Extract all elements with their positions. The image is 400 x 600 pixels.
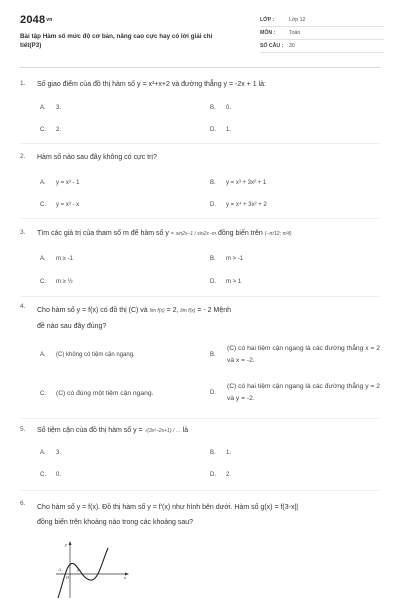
option-text: m > -1 xyxy=(226,256,244,262)
option-b[interactable] xyxy=(210,180,266,186)
option-b[interactable]: (C) có hai tiệm cận ngang là các đường thẳng x = 2 và x = -2. xyxy=(227,345,380,364)
option-b[interactable] xyxy=(210,256,243,262)
option-key: C. xyxy=(40,202,46,208)
question-divider xyxy=(20,490,380,491)
option-key: A. xyxy=(40,450,46,456)
option-d[interactable] xyxy=(210,472,231,478)
option-text: y = x³ - x xyxy=(56,202,80,208)
graph-label-origin: O xyxy=(66,575,69,580)
meta-key: LỚP : xyxy=(260,17,275,23)
option-b[interactable] xyxy=(210,450,231,456)
question-number: 4. xyxy=(20,303,26,310)
graph-label-1: 1 xyxy=(77,568,79,572)
option-key: B. xyxy=(210,105,216,111)
question-2 xyxy=(20,153,380,215)
graph-label-neg1: -1 xyxy=(58,568,62,572)
document-header xyxy=(20,14,384,60)
option-c[interactable] xyxy=(40,202,79,208)
question-text xyxy=(37,303,372,334)
graph-label-y: y xyxy=(65,542,67,547)
question-text-end: = - 2 Mệnh xyxy=(197,307,232,314)
option-b-key[interactable] xyxy=(210,352,226,358)
graph-label-x: x xyxy=(124,575,126,580)
option-key: D. xyxy=(210,202,216,208)
header-divider xyxy=(20,67,380,68)
option-text: 1. xyxy=(226,127,232,133)
formula-limit-2: lim f(x) xyxy=(180,308,196,314)
option-key: C. xyxy=(40,127,46,133)
option-a[interactable] xyxy=(40,450,61,456)
question-text-tail: đồng biến trên xyxy=(217,230,263,237)
meta-row-class xyxy=(260,14,384,27)
meta-value: 30 xyxy=(289,43,295,49)
option-text: y = x³ - 1 xyxy=(56,180,80,186)
formula-interval: (−π/12; π/4) xyxy=(264,231,292,237)
question-number: 1. xyxy=(20,80,26,87)
question-text-line2: đề nào sau đây đúng? xyxy=(37,323,107,330)
option-text: (C) có đúng một tiệm cận ngang. xyxy=(56,390,154,397)
option-text: (C) không có tiệm cận ngang. xyxy=(56,352,135,358)
option-text: y = x³ + 3x² + 1 xyxy=(226,180,267,186)
option-b[interactable] xyxy=(210,105,231,111)
option-a[interactable] xyxy=(40,180,80,186)
question-3 xyxy=(20,229,380,293)
y-axis-arrow xyxy=(69,541,72,545)
formula-limit-1: lim f(x) xyxy=(149,308,165,314)
question-text: Hàm số nào sau đây không có cực trị? xyxy=(37,154,157,161)
option-key: B. xyxy=(210,180,216,186)
option-text: m ≥ -1 xyxy=(56,256,73,262)
option-a[interactable] xyxy=(40,256,73,262)
option-key: A. xyxy=(40,256,46,262)
option-key: A. xyxy=(40,180,46,186)
option-d[interactable] xyxy=(210,279,241,285)
option-text: 0. xyxy=(56,472,62,478)
option-text: m > 1 xyxy=(226,279,242,285)
option-key: C. xyxy=(40,391,46,397)
option-d[interactable] xyxy=(210,127,231,133)
meta-key: MÔN : xyxy=(260,30,276,36)
option-key: D. xyxy=(210,472,216,478)
document-title: Bài tập Hàm số mức độ cơ bản, nâng cao cực hay có lời giải chi tiết(P3) xyxy=(20,33,213,49)
site-logo[interactable] xyxy=(20,14,53,26)
question-number: 6. xyxy=(20,500,26,507)
question-text-part: Cho hàm số y = f(x). Đồ thị hàm số y = f'(x) như hình bên dưới. Hàm số g(x) = f(3-x|| xyxy=(37,504,299,511)
meta-value: Lớp 12 xyxy=(289,17,306,23)
option-d[interactable]: (C) có hai tiệm cận ngang là các đường thẳng y = 2 và y = -2. xyxy=(227,383,380,402)
option-key: D. xyxy=(210,279,216,285)
question-text-part: Tìm các giá trị của tham số m để hàm số y xyxy=(37,230,169,237)
formula-fraction: √(3x²−2x+1) / … xyxy=(144,428,181,434)
formula-fraction: sin2x−1 / sin2x−m xyxy=(175,231,217,237)
question-1 xyxy=(20,80,380,140)
question-text xyxy=(37,229,372,239)
option-c[interactable] xyxy=(40,390,153,397)
question-5 xyxy=(20,426,380,486)
meta-key: SỐ CÂU : xyxy=(260,43,284,49)
option-key: C. xyxy=(40,279,46,285)
question-text-part: Cho hàm số y = f(x) có đồ thị (C) và xyxy=(37,307,148,314)
option-key: D. xyxy=(210,127,216,133)
option-key: B. xyxy=(210,450,216,456)
option-a[interactable] xyxy=(40,352,135,358)
option-key: D. xyxy=(210,390,216,396)
option-text: 1. xyxy=(226,450,232,456)
question-number: 2. xyxy=(20,153,26,160)
option-text: 0. xyxy=(226,105,232,111)
option-text: y = x⁴ + 3x² + 2 xyxy=(226,202,267,208)
option-d-key[interactable] xyxy=(210,390,226,396)
option-text: 3. xyxy=(56,105,62,111)
question-text xyxy=(37,426,372,436)
option-key: B. xyxy=(210,256,216,262)
question-6 xyxy=(20,500,380,536)
question-divider xyxy=(20,296,380,297)
question-divider xyxy=(20,418,380,419)
option-key: C. xyxy=(40,472,46,478)
logo-text: 2048 xyxy=(20,14,46,26)
option-text: 3. xyxy=(56,450,62,456)
question-4 xyxy=(20,303,380,415)
question-text-tail: là xyxy=(182,427,189,434)
option-c[interactable] xyxy=(40,127,61,133)
option-text: m ≥ ½ xyxy=(56,279,73,285)
option-text: 2. xyxy=(56,127,62,133)
option-a[interactable] xyxy=(40,105,61,111)
question-number: 5. xyxy=(20,426,26,433)
question-divider xyxy=(20,218,380,219)
logo-suffix: vn xyxy=(46,17,53,24)
option-key: B. xyxy=(210,352,216,358)
question-text-part: Số tiệm cận của đồ thị hàm số y = xyxy=(37,427,143,434)
meta-value: Toán xyxy=(289,30,301,36)
formula-equals: = xyxy=(170,231,174,237)
meta-table xyxy=(260,14,384,53)
question-text xyxy=(37,500,372,530)
option-key: A. xyxy=(40,352,46,358)
option-key: A. xyxy=(40,105,46,111)
meta-row-subject xyxy=(260,27,384,40)
option-d[interactable] xyxy=(210,202,267,208)
option-text: 2. xyxy=(226,472,232,478)
question-text: Số giao điểm của đồ thị hàm số y = x³+x+2 và đường thẳng y = -2x + 1 là: xyxy=(37,81,266,88)
derivative-graph xyxy=(52,540,130,600)
question-text-line2: đồng biến trên khoảng nào trong các khoảng sau? xyxy=(37,519,194,526)
meta-row-count xyxy=(260,40,384,53)
derivative-curve xyxy=(58,548,108,598)
question-text-mid: = 2, xyxy=(166,307,179,314)
option-c[interactable] xyxy=(40,472,61,478)
question-number: 3. xyxy=(20,229,26,236)
option-c[interactable] xyxy=(40,279,73,285)
question-divider xyxy=(20,143,380,144)
